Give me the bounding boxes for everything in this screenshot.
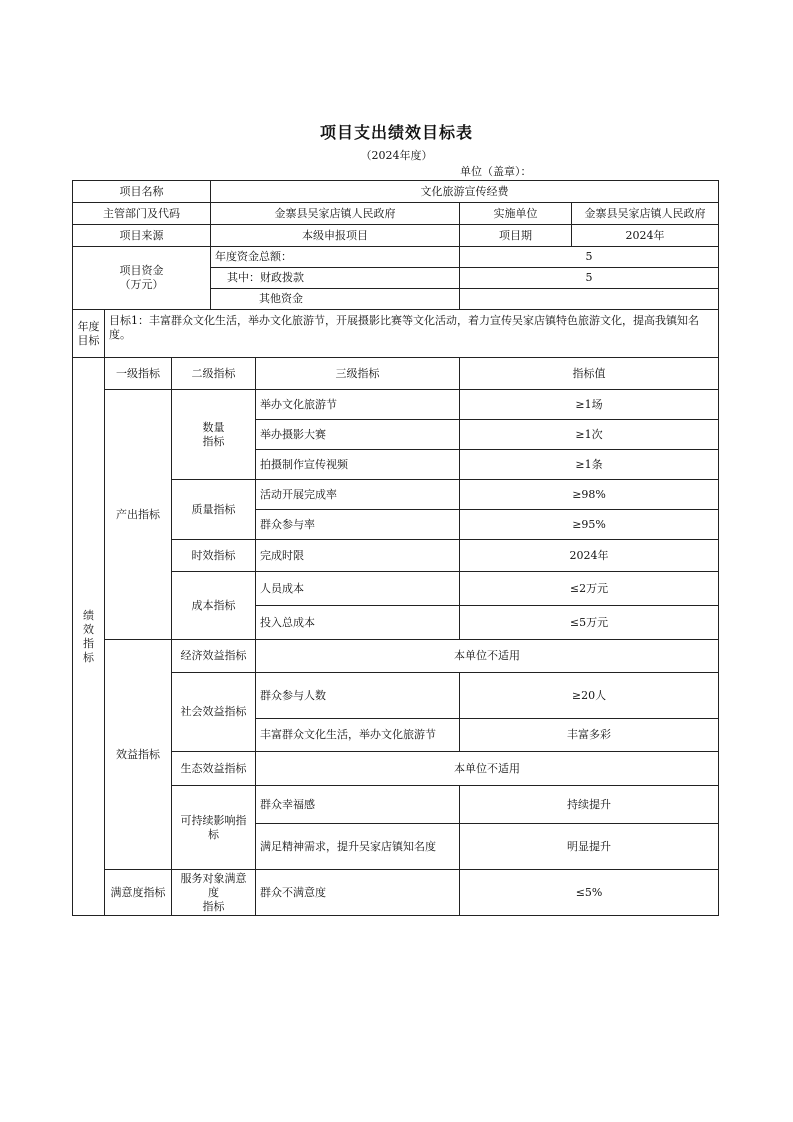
row-project-name — [73, 181, 719, 203]
indicator-name: 投入总成本 — [256, 606, 460, 640]
indicator-name: 群众不满意度 — [256, 870, 460, 916]
period-label: 项目期 — [460, 225, 572, 247]
table-row — [73, 870, 719, 916]
quantity-label-cell: 数量 指标 — [172, 390, 256, 480]
fiscal-value: 5 — [460, 268, 719, 289]
indicator-side-label: 绩 效 指 标 — [73, 358, 105, 916]
other-label: 其他资金 — [211, 289, 460, 310]
indicator-name: 举办摄影大赛 — [256, 420, 460, 450]
indicator-name: 群众参与率 — [256, 510, 460, 540]
table-row — [73, 640, 719, 673]
period-value: 2024年 — [572, 225, 719, 247]
table-row — [73, 390, 719, 420]
indicator-name: 完成时限 — [256, 540, 460, 572]
indicator-value: 本单位不适用 — [256, 640, 719, 673]
impl-value: 金寨县吴家店镇人民政府 — [572, 203, 719, 225]
goal-label-cell — [73, 310, 105, 358]
indicator-name: 群众参与人数 — [256, 673, 460, 719]
source-label: 项目来源 — [73, 225, 211, 247]
indicator-value: ≥1场 — [460, 390, 719, 420]
header-level3: 三级指标 — [256, 358, 460, 390]
indicator-value: 本单位不适用 — [256, 752, 719, 786]
indicator-value: ≥95% — [460, 510, 719, 540]
output-label: 产出指标 — [105, 390, 172, 640]
indicator-value: 明显提升 — [460, 824, 719, 870]
annual-total-value: 5 — [460, 247, 719, 268]
indicator-value: 2024年 — [460, 540, 719, 572]
year-subtitle: （2024年度） — [360, 149, 433, 162]
row-department — [73, 203, 719, 225]
social-label: 社会效益指标 — [172, 673, 256, 752]
indicator-value: ≥98% — [460, 480, 719, 510]
timeliness-label: 时效指标 — [172, 540, 256, 572]
impl-label: 实施单位 — [460, 203, 572, 225]
satisfaction-sub-label: 服务对象满意度 指标 — [172, 870, 256, 916]
satisfaction-label: 满意度指标 — [105, 870, 172, 916]
goal-label-2: 目标 — [77, 333, 100, 347]
funds-unit: （万元） — [119, 278, 164, 291]
row-indicator-header — [73, 358, 719, 390]
funds-label-cell — [73, 247, 211, 310]
row-funds-total — [73, 247, 719, 268]
indicator-value: ≥20人 — [460, 673, 719, 719]
header-level2: 二级指标 — [172, 358, 256, 390]
row-annual-goal — [73, 310, 719, 358]
row-source — [73, 225, 719, 247]
performance-table — [72, 180, 719, 916]
indicator-name: 群众幸福感 — [256, 786, 460, 824]
project-name-label: 项目名称 — [73, 181, 211, 203]
indicator-value: ≥1次 — [460, 420, 719, 450]
indicator-name: 满足精神需求，提升吴家店镇知名度 — [256, 824, 460, 870]
indicator-name: 举办文化旅游节 — [256, 390, 460, 420]
economic-label: 经济效益指标 — [172, 640, 256, 673]
cost-label: 成本指标 — [172, 572, 256, 640]
indicator-value: ≤5% — [460, 870, 719, 916]
indicator-value: ≤2万元 — [460, 572, 719, 606]
page-title: 项目支出绩效目标表 — [319, 123, 473, 142]
indicator-name: 活动开展完成率 — [256, 480, 460, 510]
goal-text: 目标1：丰富群众文化生活，举办文化旅游节，开展摄影比赛等文化活动，着力宣传吴家店镇特色旅游文化，提高我镇知名度。 — [105, 310, 719, 358]
fiscal-label: 其中：财政拨款 — [211, 268, 460, 289]
header-value: 指标值 — [460, 358, 719, 390]
benefit-label: 效益指标 — [105, 640, 172, 870]
header-level1: 一级指标 — [105, 358, 172, 390]
indicator-value: ≤5万元 — [460, 606, 719, 640]
funds-label: 项目资金 — [119, 264, 164, 277]
quality-label: 质量指标 — [172, 480, 256, 540]
indicator-value: 丰富多彩 — [460, 719, 719, 752]
sustainable-label: 可持续影响指标 — [172, 786, 256, 870]
other-value — [460, 289, 719, 310]
indicator-value: 持续提升 — [460, 786, 719, 824]
annual-total-label: 年度资金总额： — [211, 247, 460, 268]
ecological-label: 生态效益指标 — [172, 752, 256, 786]
dept-value: 金寨县吴家店镇人民政府 — [211, 203, 460, 225]
unit-seal-label: 单位（盖章）： — [460, 165, 532, 178]
dept-label: 主管部门及代码 — [73, 203, 211, 225]
indicator-name: 人员成本 — [256, 572, 460, 606]
indicator-name: 拍摄制作宣传视频 — [256, 450, 460, 480]
indicator-name: 丰富群众文化生活，举办文化旅游节 — [256, 719, 460, 752]
source-value: 本级申报项目 — [211, 225, 460, 247]
project-name-value: 文化旅游宣传经费 — [211, 181, 719, 203]
indicator-value: ≥1条 — [460, 450, 719, 480]
goal-label-1: 年度 — [77, 319, 100, 333]
